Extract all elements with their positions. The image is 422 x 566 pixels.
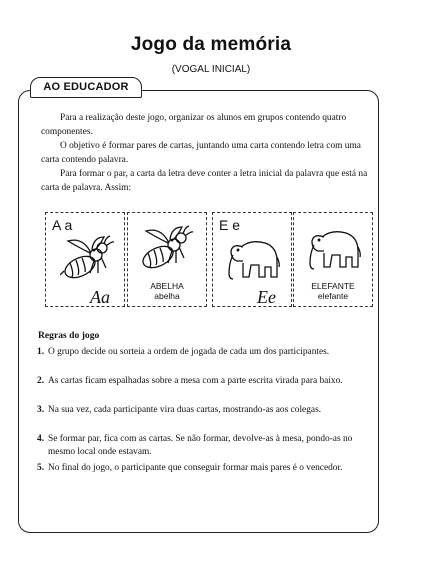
educator-tab-label: AO EDUCADOR [30, 77, 142, 98]
paragraph-objective: O objetivo é formar pares de cartas, juntando uma carta contendo letra com uma carta contendo palavra. [41, 141, 361, 165]
paragraph-intro: Para a realização deste jogo, organizar os alunos em grupos contendo quatro componentes. [41, 113, 347, 137]
card-word-lower: elefante [317, 291, 349, 301]
card-letter-e [212, 212, 292, 307]
rule-item [37, 346, 371, 359]
rule-text: O grupo decide ou sorteia a ordem de jogada de cada um dos participantes. [48, 347, 330, 357]
page-subtitle: (VOGAL INICIAL) [171, 64, 251, 75]
rule-item [37, 462, 371, 475]
rule-text: Se formar par, fica com as cartas. Se não formar, devolve-as à mesa, pondo-as no mesmo local onde estavam. [48, 434, 353, 458]
elephant-icon [306, 223, 362, 275]
card-cursive-letters: Aa [90, 287, 110, 307]
card-word-upper: ABELHA [150, 281, 184, 291]
elephant-icon [225, 233, 281, 285]
card-word-abelha [127, 212, 207, 307]
card-letters: E e [219, 217, 241, 233]
rule-item [37, 404, 371, 417]
card-letter-a [45, 212, 125, 307]
page-title: Jogo da memória [130, 34, 292, 55]
bee-icon [138, 223, 196, 275]
card-letters: A a [52, 217, 73, 233]
rule-number: 1. [37, 347, 45, 357]
rule-number: 3. [37, 405, 45, 415]
rule-text: As cartas ficam espalhadas sobre a mesa com a parte escrita virada para baixo. [48, 376, 343, 386]
rule-text: No final do jogo, o participante que conseguir formar mais pares é o vencedor. [48, 463, 343, 473]
card-word-elefante [293, 212, 373, 307]
rule-number: 4. [37, 434, 45, 444]
rule-item [37, 375, 371, 388]
paragraph-pairing: Para formar o par, a carta da letra deve conter a letra inicial da palavra que está na carta de palavra. Assim: [41, 169, 368, 193]
rule-number: 5. [37, 463, 45, 473]
rule-item [37, 433, 371, 459]
rule-number: 2. [37, 376, 45, 386]
bee-icon [60, 235, 116, 285]
rules-heading: Regras do jogo [38, 330, 100, 341]
rule-text: Na sua vez, cada participante vira duas cartas, mostrando-as aos colegas. [48, 405, 322, 415]
card-cursive-letters: Ee [257, 287, 276, 307]
card-word-upper: ELEFANTE [311, 281, 355, 291]
card-word-lower: abelha [154, 291, 180, 301]
